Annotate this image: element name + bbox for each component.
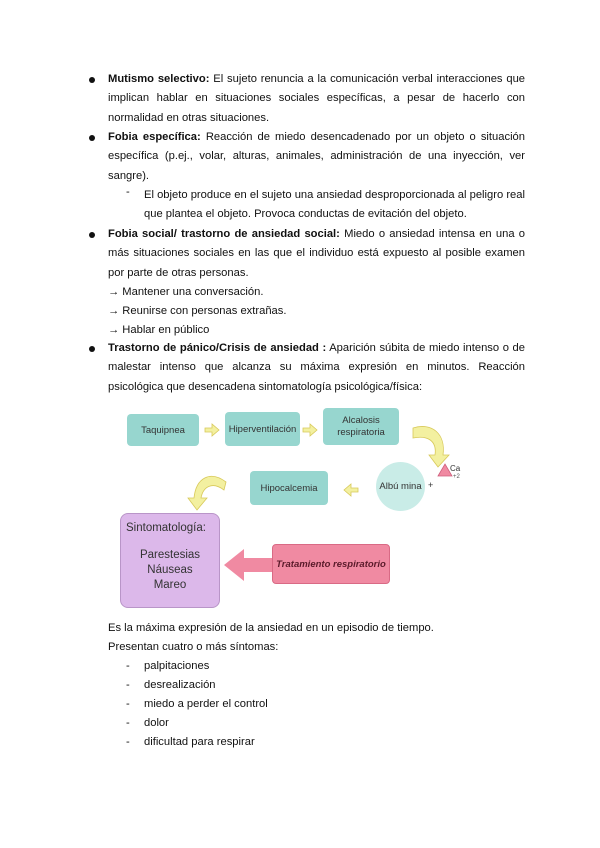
fobia-social-text: Miedo o ansiedad intensa en una o más situaciones sociales en las que el individuo está expuesto al posible examen por parte de otras personas. [108,228,525,279]
fobia-social-item: → Reunirse con personas extrañas. [108,305,287,317]
taquipnea-box: Taquipnea [127,414,199,446]
mutismo-text: El sujeto renuncia a la comunicación verbal interacciones que implican hablar en situaciones sociales específicas, a pesar de hacerlo con normalidad en otras situaciones. [108,73,526,124]
sintomatologia-box [120,513,220,608]
sintoma-item: Mareo [153,579,187,591]
fobia-especifica-text: Reacción de miedo desencadenado por un objeto o situación específica (p.ej., volar, alturas, animales, administración de una inyección, ver sangre). [108,131,525,182]
sintoma-list-item: dificultad para respirar [144,736,255,748]
curved-arrow-icon [413,426,449,467]
mutismo-title: Mutismo selectivo: [108,73,210,85]
fobia-social-item: → Hablar en público [108,324,210,336]
curved-arrow-icon [188,476,226,510]
hiperventilacion-box: Hiperventilación [225,412,300,446]
sintoma-item: Parestesias [139,549,201,561]
arrow-right-icon [205,424,219,436]
fobia-social-title: Fobia social/ trastorno de ansiedad social: [108,228,340,240]
albumina-circle: Albú mina [376,462,425,511]
fobia-especifica-title: Fobia específica: [108,131,201,143]
dash-marker: - [126,736,130,748]
sintoma-list-item: dolor [144,717,169,729]
dash-marker: - [126,717,130,729]
arrow-left-icon [344,484,358,496]
fobia-especifica-sub: El objeto produce en el sujeto una ansiedad desproporcionada al peligro real que plantea el objeto. Provoca conductas de evitación del objeto. [144,189,525,221]
hipocalcemia-box: Hipocalcemia [250,471,328,505]
sintoma-item: Náuseas [147,564,193,576]
panico-title: Trastorno de pánico/Crisis de ansiedad : [108,342,327,354]
panico-expresion: Es la máxima expresión de la ansiedad en un episodio de tiempo. [108,622,434,634]
sintomas-list [121,548,219,593]
dash-marker: - [126,660,130,672]
alcalosis-box: Alcalosis respiratoria [323,408,399,445]
sintomatologia-title: Sintomatología: [126,522,206,534]
sintoma-list-item: desrealización [144,679,216,691]
sintoma-list-item: palpitaciones [144,660,210,672]
dash-marker: - [126,186,130,198]
ca-label: Ca [450,464,461,473]
panico-text: Aparición súbita de miedo intenso o de malestar intenso que alcanza su máxima expresión en minutos. Reacción psicológica que desencadena sintomatología psicológica/física: [108,342,525,393]
plus-sign: + [428,480,434,490]
arrow-right-icon [303,424,317,436]
panico-sintomas-intro: Presentan cuatro o más síntomas: [108,641,279,653]
tratamiento-box: Tratamiento respiratorio [272,544,390,584]
ca-superscript: +2 [453,474,460,480]
fobia-social-item: → Mantener una conversación. [108,286,264,298]
dash-marker: - [126,698,130,710]
sintoma-list-item: miedo a perder el control [144,698,268,710]
dash-marker: - [126,679,130,691]
